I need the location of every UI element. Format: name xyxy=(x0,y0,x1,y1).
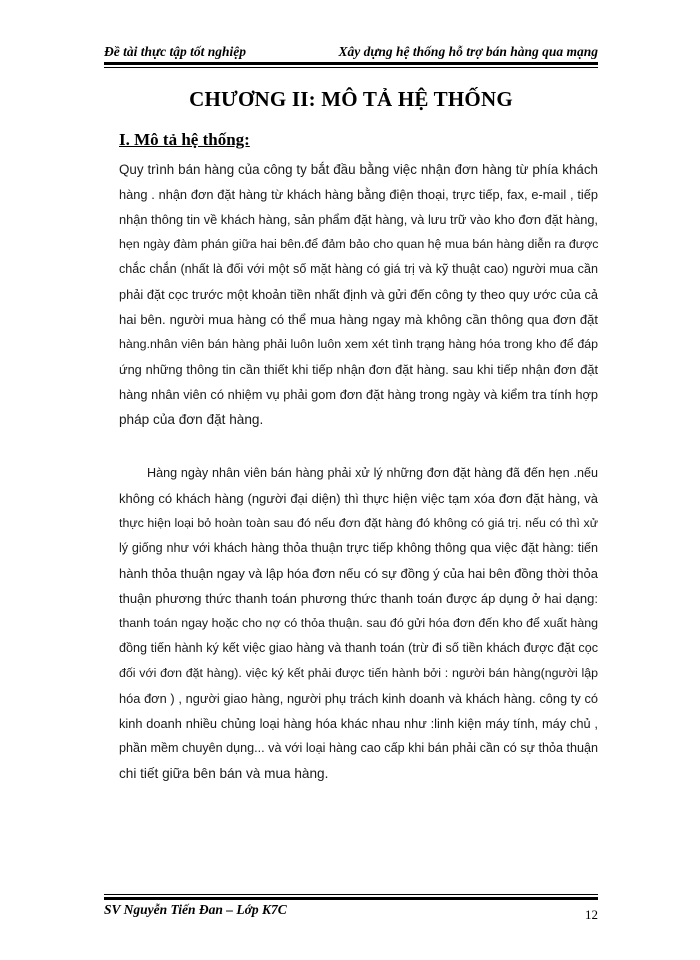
paragraph-line: Hàng ngày nhân viên bán hàng phải xử lý những đơn đặt hàng đã đến hẹn .nếu xyxy=(147,466,598,480)
paragraph-line: chắc chắn (nhất là đối với một số mặt hàng có giá trị và kỹ thuật cao) người mua cần xyxy=(119,262,598,276)
paragraph-line: đồng tiến hành ký kết việc giao hàng và thanh toán (trừ đi số tiền khách được đặt cọc xyxy=(119,641,598,655)
paragraph-line: hóa đơn ) , người giao hàng, người phụ trách kinh doanh và khách hàng. công ty có xyxy=(119,691,598,706)
paragraph-line: pháp của đơn đặt hàng. xyxy=(119,412,264,427)
paragraph-line: hành thỏa thuận ngay và lập hóa đơn nếu có sự đồng ý của hai bên đồng thời thỏa xyxy=(119,566,598,581)
paragraph-line: lý giống như với khách hàng thỏa thuận trực tiếp không thông qua việc đặt hàng: tiến xyxy=(119,541,598,555)
paragraph-2 xyxy=(119,461,598,786)
paragraph-line: chi tiết giữa bên bán và mua hàng. xyxy=(119,766,329,781)
paragraph-line: phải đặt cọc trước một khoản tiền nhất định và gửi đến công ty theo quy ước của cả xyxy=(119,287,598,302)
paragraph-line: đối với đơn đặt hàng). việc ký kết phải được tiến hành bởi : người bán hàng(người lập xyxy=(119,666,598,680)
header-topic-label: Xây dựng hệ thống hỗ trợ bán hàng qua mạng xyxy=(338,44,598,59)
chapter-title: CHƯƠNG II: MÔ TẢ HỆ THỐNG xyxy=(189,87,513,111)
paragraph-line: ứng những thông tin cần thiết khi tiếp nhận đơn đặt hàng. sau khi tiếp nhận đơn đặt xyxy=(119,362,598,377)
paragraph-line: thực hiện loại bỏ hoàn toàn sau đó nếu đơn đặt hàng đó không có giá trị. nếu có thì xử xyxy=(119,516,598,530)
paragraph-line: hàng . nhận đơn đặt hàng từ khách hàng bằng điện thoại, trực tiếp, fax, e-mail , tiếp xyxy=(119,187,598,202)
paragraph-line: hàng.nhân viên bán hàng phải luôn luôn xem xét tình trạng hàng hóa trong kho để đáp xyxy=(119,337,598,351)
footer-rule-thin xyxy=(104,894,598,895)
header-rule-thin xyxy=(104,67,598,68)
paragraph-line: nhận thông tin về khách hàng, sản phẩm đặt hàng, và lưu trữ vào kho đơn đặt hàng, xyxy=(119,212,598,227)
paragraph-line: hàng nhân viên có nhiệm vụ phải gom đơn đặt hàng trong ngày và kiểm tra tính hợp xyxy=(119,387,598,402)
paragraph-line: thanh toán ngay hoặc cho nợ có thỏa thuận. sau đó gửi hóa đơn đến kho để xuất hàng xyxy=(119,616,598,630)
footer-author: SV Nguyễn Tiến Đan – Lớp K7C xyxy=(104,902,287,917)
paragraph-line: kinh doanh nhiều chủng loại hàng hóa khác nhau như :linh kiện máy tính, máy chủ , xyxy=(119,716,598,731)
paragraph-line: Quy trình bán hàng của công ty bắt đầu bằng việc nhận đơn hàng từ phía khách xyxy=(119,162,598,177)
paragraph-1 xyxy=(119,157,598,432)
paragraph-line: phần mềm chuyên dụng... và với loại hàng cao cấp khi bán phải cần có sự thỏa thuận xyxy=(119,741,598,755)
paragraph-line: hai bên. người mua hàng có thể mua hàng ngay mà không cần thông qua đơn đặt xyxy=(119,312,598,327)
page-header xyxy=(104,42,598,62)
page-number: 12 xyxy=(585,907,598,922)
header-rule-thick xyxy=(104,62,598,65)
paragraph-line: không có khách hàng (người đại diện) thì thực hiện việc tạm xóa đơn đặt hàng, và xyxy=(119,491,598,506)
section-heading: I. Mô tả hệ thống: xyxy=(119,130,250,149)
paragraph-line: hẹn ngày đàm phán giữa hai bên.để đảm bảo cho quan hệ mua bán hàng diễn ra được xyxy=(119,237,599,251)
paragraph-line: thuận phương thức thanh toán phương thức thanh toán được áp dụng ở hai dạng: xyxy=(119,591,598,606)
header-thesis-label: Đề tài thực tập tốt nghiệp xyxy=(104,44,246,59)
